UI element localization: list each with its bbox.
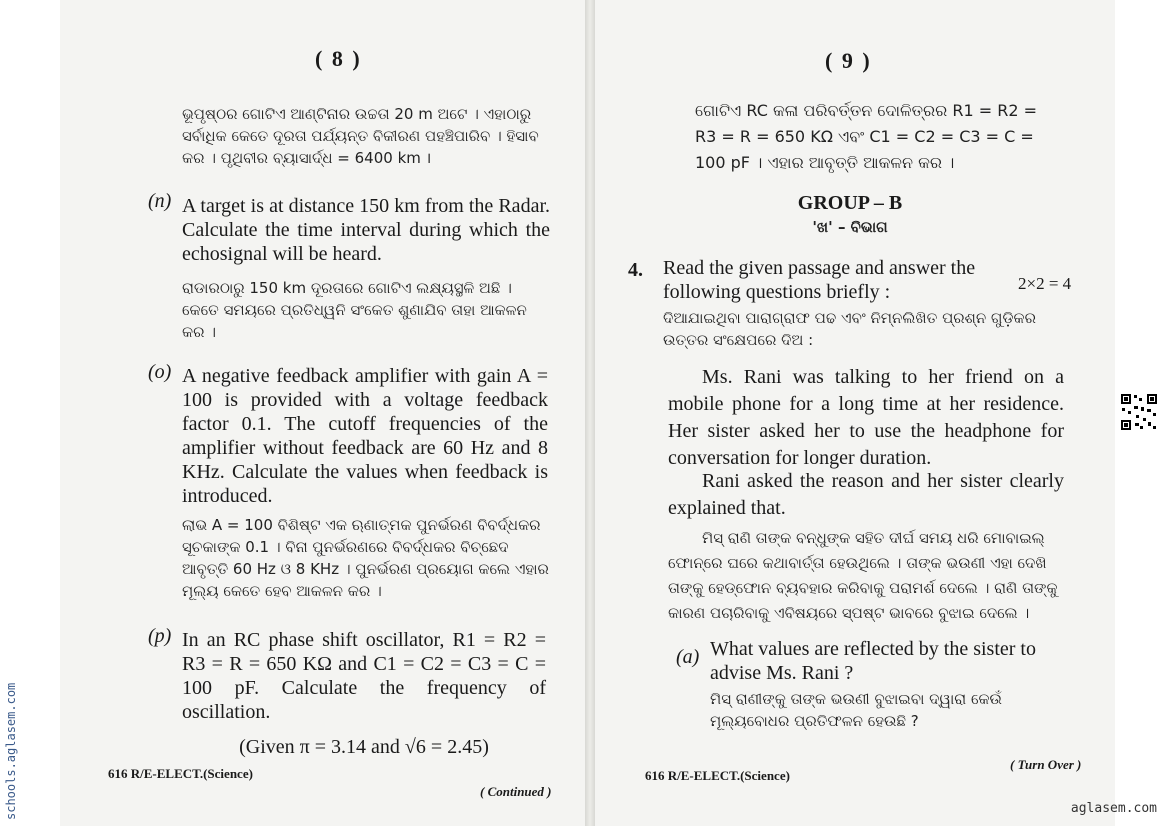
question-4-text: Read the given passage and answer the following questions briefly :: [663, 257, 976, 303]
question-p-given: (Given π = 3.14 and √6 = 2.45): [239, 736, 489, 758]
intro-odia-text: ଭୂପୃଷ୍ଠର ଗୋଟିଏ ଆଣ୍ଟିନାର ଉଚ୍ଚତା 20 m ଅଟେ । ଏହାଠାରୁ ସର୍ବାଧିକ କେତେ ଦୂରତା ପର୍ଯ୍ୟନ୍ତ ବିକୀରଣ ପହଞ୍ଚିପାରିବ । ହିସାବ କର । ପୃଥିବୀର ବ୍ୟାସାର୍ଦ୍ଧ = 6400 km ।: [182, 105, 539, 167]
question-p-label: (p): [148, 625, 172, 647]
question-o-odia: ଲାଭ A = 100 ବିଶିଷ୍ଟ ଏକ ଋଣାତ୍ମକ ପୁନର୍ଭରଣ ବିବର୍ଦ୍ଧକର ସୂଚକାଙ୍କ 0.1 । ବିନା ପୁନର୍ଭରଣରେ ବିବର୍ଦ୍ଧକର ବିଚ୍ଛେଦ ଆବୃତ୍ତି 60 Hz ଓ 8 KHz । ପୁନର୍ଭରଣ ପ୍ରୟୋଗ କଲେ ଏହାର ମୂଲ୍ୟ କେତେ ହେବ ଆକଳନ କର ।: [182, 516, 549, 600]
question-4-number: 4.: [628, 259, 643, 281]
page-number-left: ( 8 ): [315, 46, 362, 71]
question-o-text: A negative feedback amplifier with gain A = 100 is provided with a voltage feedback factor 0.1. The cutoff frequencies of the amplifier without feedback are 60 Hz and 8 KHz. Calculate the values when feedback is introduced.: [182, 365, 548, 507]
sub-question-a-text: What values are reflected by the sister to advise Ms. Rani ?: [710, 638, 1036, 684]
question-n-label: (n): [148, 190, 172, 212]
passage-odia: ମିସ୍ ରାଣି ତାଙ୍କ ବନ୍ଧୁଙ୍କ ସହିତ ଦୀର୍ଘ ସମୟ ଧରି ମୋବାଇଲ୍ ଫୋନ୍‌ରେ ଘରେ କଥାବାର୍ତ୍ତା ହେଉଥିଲେ । ତାଙ୍କ ଭଉଣୀ ଏହା ଦେଖି ତାଙ୍କୁ ହେଡ୍‌ଫୋନ ବ୍ୟବହାର କରିବାକୁ ପରାମର୍ଶ ଦେଲେ । ରାଣି ତାଙ୍କୁ କାରଣ ପଚାରିବାକୁ ଏବିଷୟରେ ସ୍ପଷ୍ଟ ଭାବରେ ବୁଝାଇ ଦେଲେ ।: [668, 529, 1058, 622]
question-n-odia: ରାଡାରଠାରୁ 150 km ଦୂରତାରେ ଗୋଟିଏ ଲକ୍ଷ୍ୟସ୍ଥଳି ଅଛି । କେତେ ସମୟରେ ପ୍ରତିଧ୍ୱନି ସଂକେତ ଶୁଣାଯିବ ତାହା ଆକଳନ କର ।: [182, 279, 527, 341]
footer-code-right: 616 R/E-ELECT.(Science): [645, 768, 790, 783]
question-o-label: (o): [148, 361, 172, 383]
question-4-odia: ଦିଆଯାଇଥିବା ପାରାଗ୍ରାଫ ପଢ ଏବଂ ନିମ୍ନଲିଖିତ ପ୍ରଶ୍ନ ଗୁଡ଼ିକର ଉତ୍ତର ସଂକ୍ଷେପରେ ଦିଅ :: [663, 309, 1037, 349]
book-gutter: [585, 0, 595, 826]
continued-label: ( Continued ): [480, 784, 552, 799]
passage-paragraph-1: Ms. Rani was talking to her friend on a mobile phone for a long time at her residence. Her sister asked her to use the headphone for conversation for longer duration.: [668, 366, 1064, 469]
group-odia: 'ଖ' – ବିଭାଗ: [812, 218, 888, 236]
turn-over-label: ( Turn Over ): [1010, 757, 1082, 772]
sub-question-a-label: (a): [676, 646, 700, 668]
question-p-text: In an RC phase shift oscillator, R1 = R2 = R3 = R = 650 KΩ and C1 = C2 = C3 = C = 100 pF. Calculate the frequency of oscillation.: [182, 629, 546, 723]
question-4-marks: 2×2 = 4: [1018, 274, 1072, 293]
group-title: GROUP – B: [797, 192, 903, 214]
rc-oscillator-odia: ଗୋଟିଏ RC କଳା ପରିବର୍ତ୍ତନ ଦୋଳିତ୍ରର R1 = R2 = R3 = R = 650 KΩ ଏବଂ C1 = C2 = C3 = C = 100 pF । ଏହାର ଆବୃତ୍ତି ଆକଳନ କର ।: [695, 101, 1038, 172]
side-watermark: schools.aglasem.com: [4, 682, 18, 820]
corner-watermark: aglasem.com: [1070, 801, 1157, 816]
passage-paragraph-2: Rani asked the reason and her sister clearly explained that.: [668, 470, 1064, 519]
qr-code-icon: [1120, 393, 1158, 431]
footer-code-left: 616 R/E-ELECT.(Science): [108, 766, 253, 781]
sub-question-a-odia: ମିସ୍ ରାଣୀଙ୍କୁ ତାଙ୍କ ଭଉଣୀ ବୁଝାଇବା ଦ୍ୱାରା କେଉଁ ମୂଲ୍ୟବୋଧର ପ୍ରତିଫଳନ ହେଉଛି ?: [710, 690, 1003, 730]
question-n-text: A target is at distance 150 km from the Radar. Calculate the time interval during which the echosignal will be heard.: [182, 195, 550, 265]
page-number-right: ( 9 ): [825, 48, 872, 73]
